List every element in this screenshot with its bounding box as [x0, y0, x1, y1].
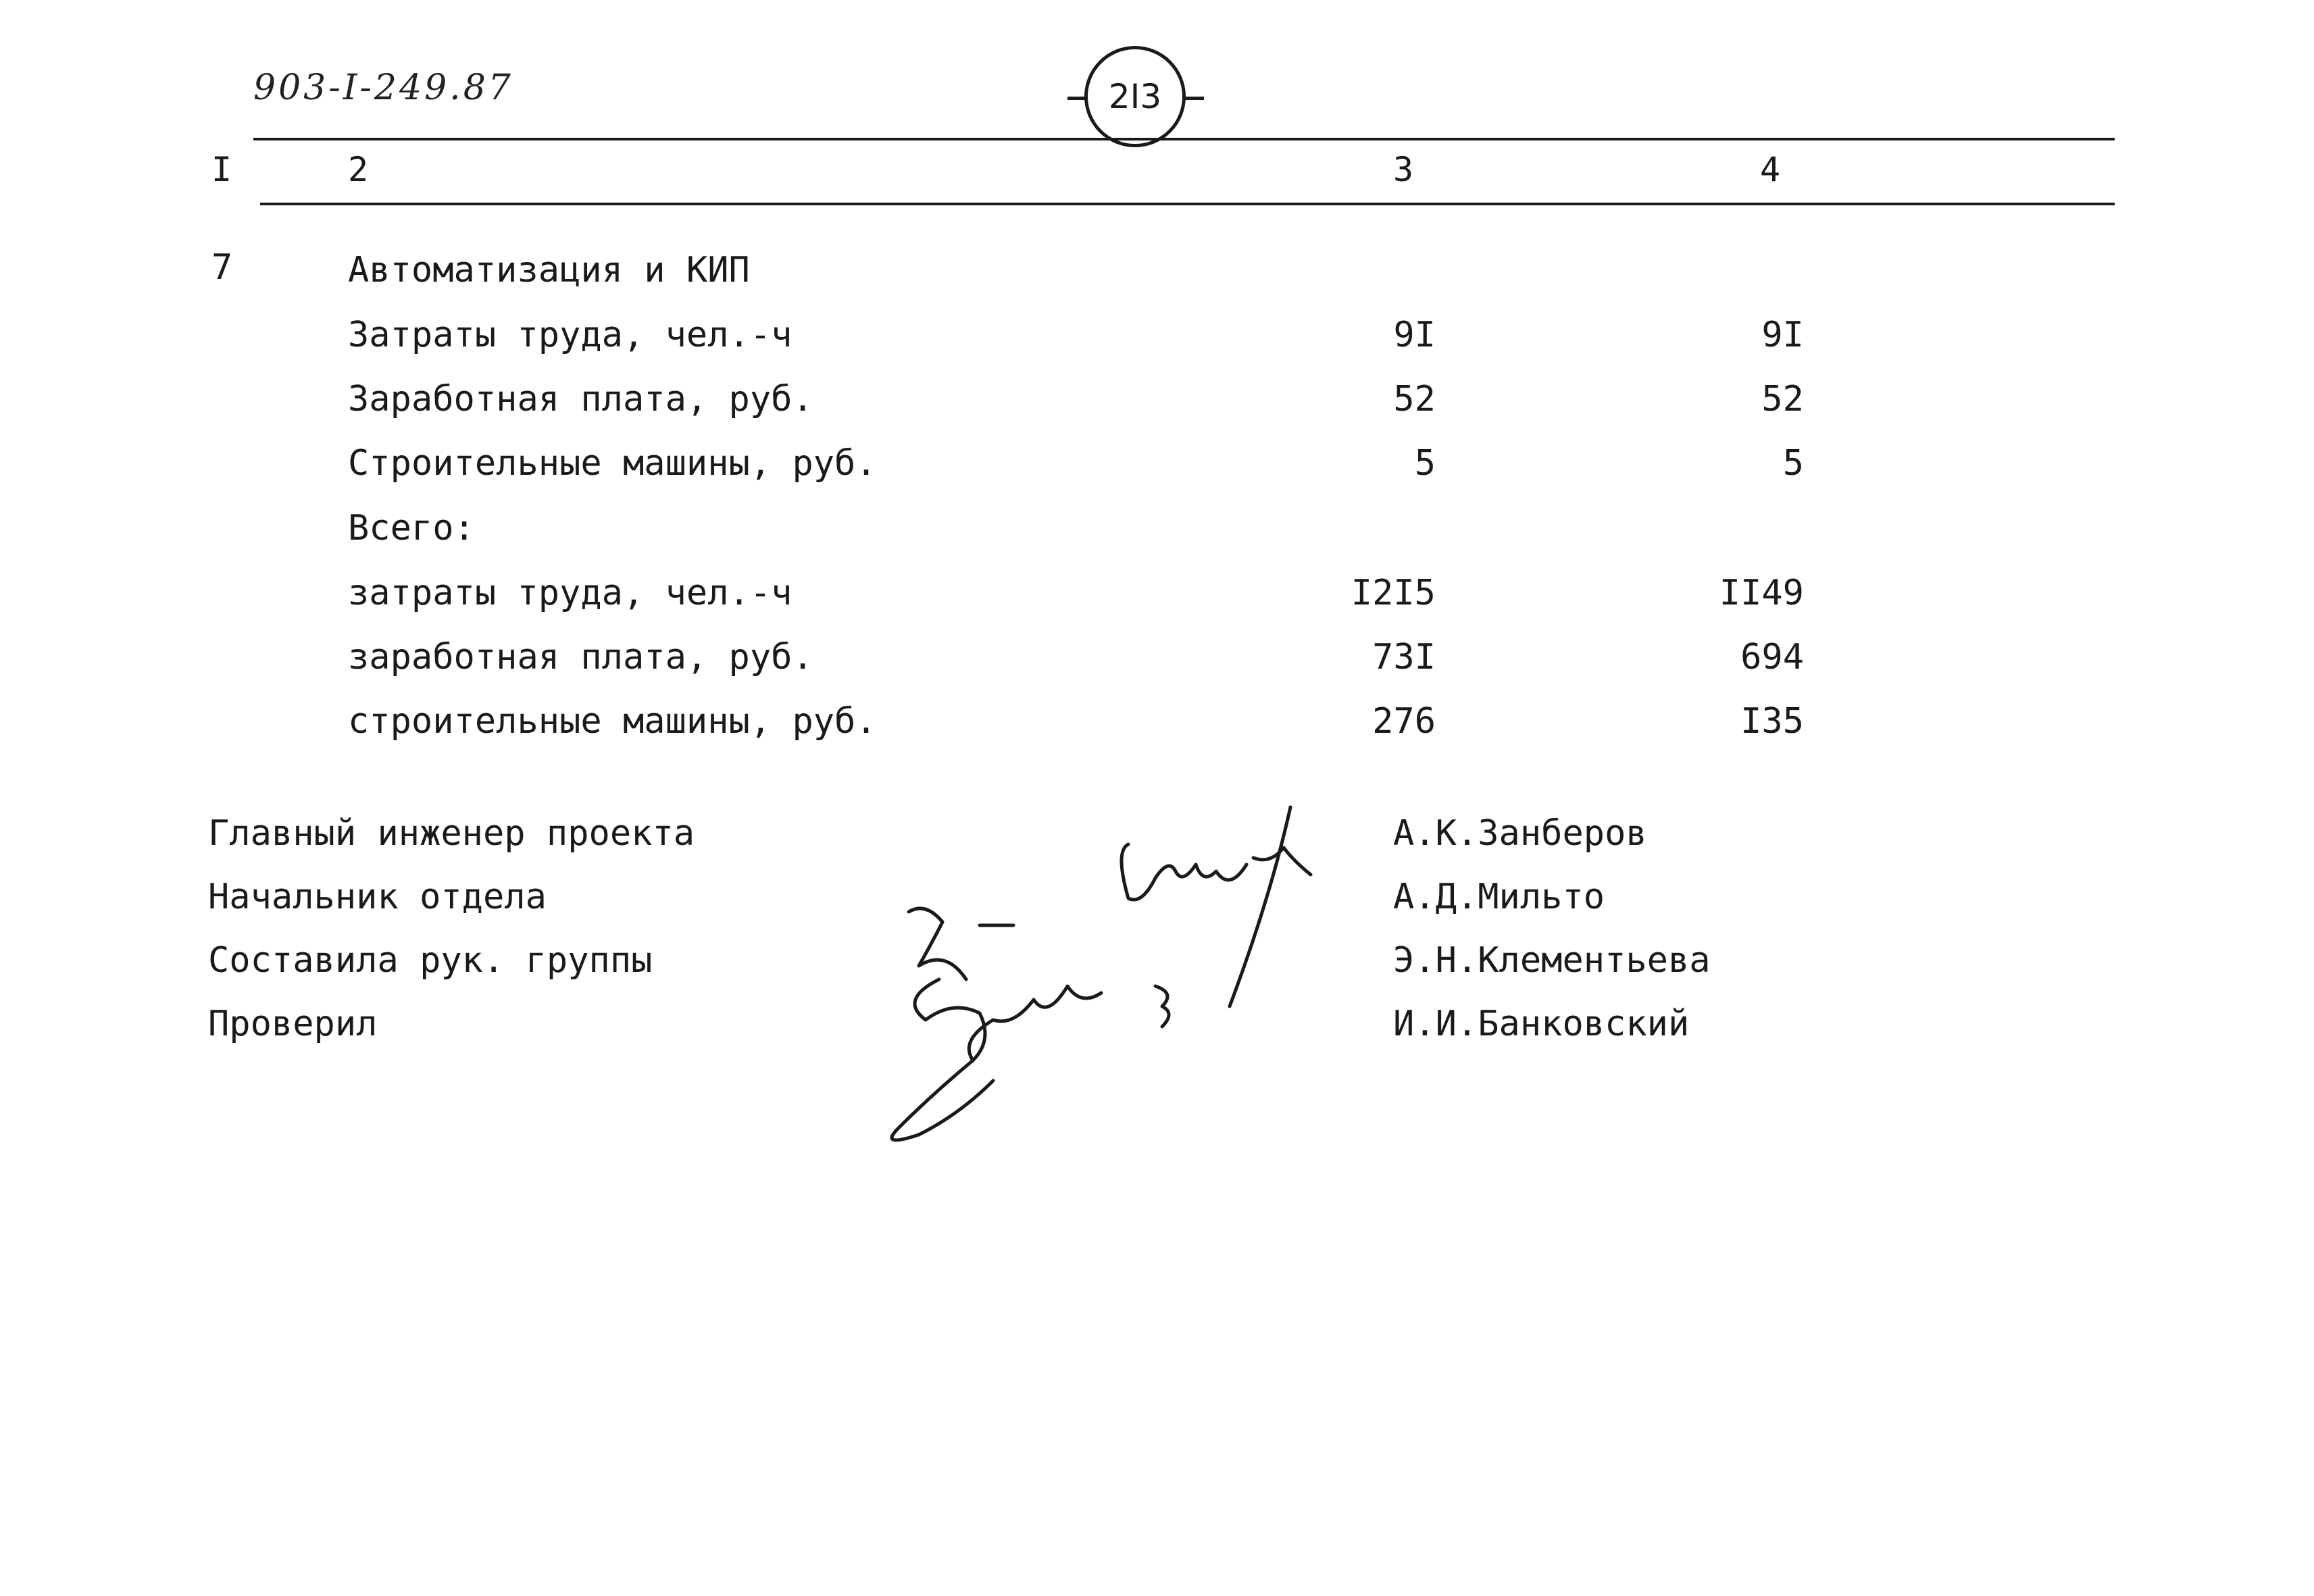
- section-number: 7: [211, 247, 233, 288]
- row-value-col3: 5: [1414, 443, 1436, 484]
- row-value-col4: 9I: [1761, 315, 1804, 355]
- signatory-name: А.К.Занберов: [1393, 813, 1647, 854]
- column-header-2: 2: [348, 150, 369, 189]
- column-header-3: 3: [1393, 150, 1414, 189]
- page-number: 2I3: [1108, 77, 1162, 116]
- total-value-col3: I2I5: [1351, 573, 1436, 613]
- document-code: 903-I-249.87: [253, 68, 513, 108]
- row-label: Заработная плата, руб.: [348, 379, 813, 419]
- total-row-label: строительные машины, руб.: [348, 701, 877, 742]
- row-value-col3: 9I: [1393, 315, 1436, 355]
- total-value-col4: 694: [1740, 637, 1804, 677]
- table-top-rule: [253, 138, 2115, 140]
- signatory-role: Главный инженер проекта: [208, 813, 695, 854]
- page-number-tick-right: [1184, 97, 1204, 100]
- row-value-col4: 52: [1761, 379, 1804, 419]
- signatory-role: Проверил: [208, 1004, 378, 1044]
- column-header-1: I: [211, 150, 232, 189]
- row-label: Затраты труда, чел.-ч: [348, 315, 793, 355]
- table-header-rule: [260, 203, 2115, 205]
- row-value-col4: 5: [1782, 443, 1804, 484]
- total-value-col4: II49: [1719, 573, 1804, 613]
- total-label: Всего:: [348, 508, 475, 548]
- signatory-role: Начальник отдела: [208, 877, 547, 917]
- total-value-col3: 73I: [1372, 637, 1436, 677]
- handwritten-signatures: [878, 797, 1351, 1148]
- total-value-col4: I35: [1740, 701, 1804, 742]
- row-label: Строительные машины, руб.: [348, 443, 877, 484]
- column-header-4: 4: [1760, 150, 1781, 189]
- total-value-col3: 276: [1372, 701, 1436, 742]
- signatory-role: Составила рук. группы: [208, 940, 653, 981]
- total-row-label: заработная плата, руб.: [348, 637, 813, 677]
- signatory-name: И.И.Банковский: [1393, 1004, 1690, 1044]
- signatory-name: А.Д.Мильто: [1393, 877, 1605, 917]
- total-row-label: затраты труда, чел.-ч: [348, 573, 793, 613]
- signatory-name: Э.Н.Клементьева: [1393, 940, 1711, 981]
- section-title: Автоматизация и КИП: [348, 250, 750, 290]
- row-value-col3: 52: [1393, 379, 1436, 419]
